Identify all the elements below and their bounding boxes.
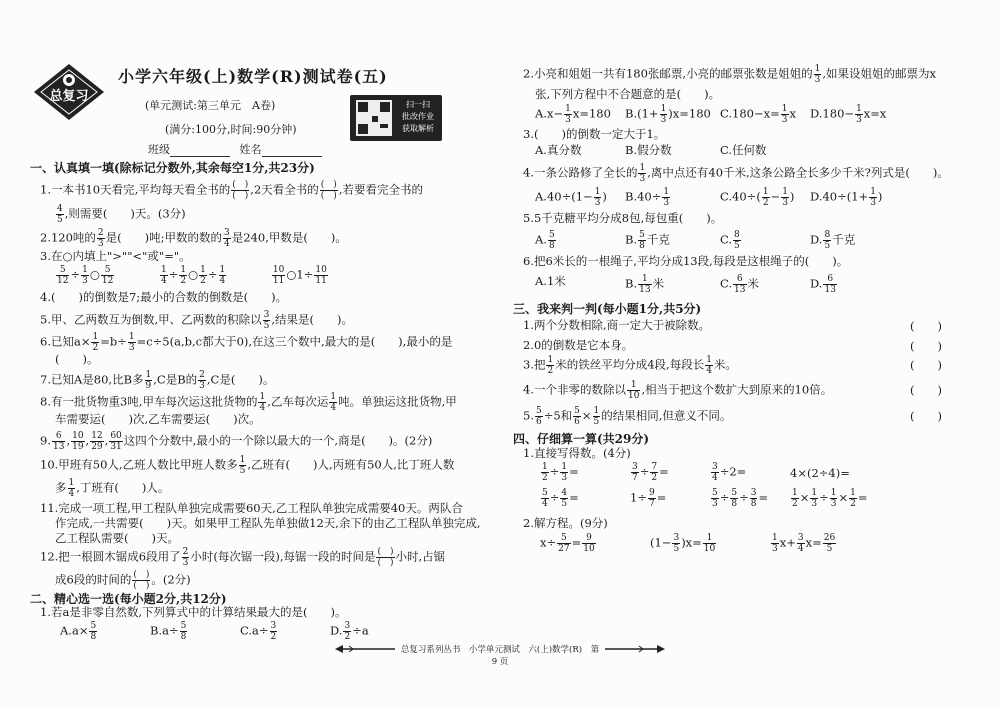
calc-4: 4×(2÷4)=: [790, 466, 850, 480]
footer-text: 总复习系列丛书 小学单元测试 六(上)数学(R) 第 9 页: [400, 645, 600, 667]
s3-item-5: 5. $\frac{5}{6}$ ÷5和 $\frac{5}{6}$ × $\frac{1}{5}$ 的结果相同,但意义不同。: [523, 406, 732, 427]
section1-heading: 一、认真填一填(除标记分数外,其余每空1分,共23分): [30, 161, 315, 175]
s3-item-3: 3.把 $\frac{1}{2}$ 米的铁丝平均分成4段,每段长 $\frac{1}{4}$ 米。: [523, 355, 737, 376]
s1-q1-cont: $\frac{4}{5}$ ,则需要( )天。(3分): [57, 204, 186, 225]
s2-q2-opt-b: B.(1+ $\frac{1}{3}$ )x=180: [625, 104, 711, 125]
page-title: 小学六年级(上)数学(R)测试卷(五): [118, 67, 388, 86]
s1-q12: 12.把一根圆木锯成6段用了 $\frac{2}{3}$ 小时(每次锯一段),每锯一段的时间是 $\frac{( )}{( )}$ 小时,占锯: [40, 547, 446, 568]
s2-q4-opt-d: D.40÷(1+ $\frac{1}{3}$ ): [810, 187, 883, 208]
s2-q2-opt-a: A.x− $\frac{1}{3}$ x=180: [535, 104, 611, 125]
calc-8: $\frac{1}{2}$ × $\frac{1}{3}$ ÷ $\frac{1}{3}$ × $\frac{1}{2}$ =: [792, 488, 868, 509]
s2-q2-cont: 张,下列方程中不合题意的是( )。: [535, 87, 721, 101]
s2-q6-opt-d: D. $\frac{6}{13}$: [810, 274, 836, 295]
arrow-left-icon: [335, 645, 395, 653]
calc-1: $\frac{1}{2}$ ÷ $\frac{1}{3}$ =: [542, 462, 579, 483]
s4-sub1: 1.直接写得数。(4分): [523, 446, 631, 460]
s2-q6: 6.把6米长的一根绳子,平均分成13段,每段是这根绳子的( )。: [523, 254, 849, 268]
s1-q11-cont1: 作完成,一共需要( )天。如果甲工程队先单独做12天,余下的由乙工程队单独完成,: [55, 516, 481, 530]
qr-card[interactable]: [350, 95, 442, 141]
qr-caption: 扫一扫 批改作业 获取解析: [402, 100, 434, 133]
s1-q10: 10.甲班有50人,乙班人数比甲班人数多 $\frac{1}{5}$ ,乙班有( )人,丙班有50人,比丁班人数: [40, 455, 455, 476]
s1-q12-cont: 成6段的时间的 $\frac{( )}{( )}$ 。(2分): [55, 570, 191, 591]
arrow-right-icon: [605, 645, 665, 653]
logo-text: 总复习: [49, 89, 89, 104]
page-footer: [335, 641, 665, 667]
s2-q5-opt-c: C. $\frac{8}{5}$: [720, 230, 740, 251]
calc-3: $\frac{3}{4}$ ÷2=: [712, 462, 747, 483]
s2-q2: 2.小亮和姐姐一共有180张邮票,小亮的邮票张数是姐姐的 $\frac{1}{3}$ ,如果设姐姐的邮票为x: [523, 64, 936, 85]
score-line: (满分:100分,时间:90分钟): [165, 123, 297, 136]
s3-answer-1[interactable]: ( ): [910, 319, 942, 333]
s2-q3-opt-a: A.真分数: [535, 143, 582, 157]
s1-q6-cont: ( )。: [55, 352, 99, 366]
s1-q5: 5.甲、乙两数互为倒数,甲、乙两数的积除以 $\frac{3}{5}$ ,结果是( )。: [40, 310, 354, 331]
s3-item-1: 1.两个分数相除,商一定大于被除数。: [523, 318, 711, 332]
s4-sub2: 2.解方程。(9分): [523, 516, 608, 530]
s3-answer-3[interactable]: ( ): [910, 358, 942, 372]
s1-q11-cont2: 乙工程队需要( )天。: [55, 531, 179, 545]
name-label: 姓名: [239, 143, 262, 156]
section2-heading: 二、精心选一选(每小题2分,共12分): [30, 592, 227, 606]
s2-q4-opt-b: B.40÷ $\frac{1}{3}$: [625, 187, 670, 208]
class-blank[interactable]: [170, 145, 230, 157]
s2-q3-opt-b: B.假分数: [625, 143, 672, 157]
s2-q5: 5.5千克糖平均分成8包,每包重( )。: [523, 211, 723, 225]
calc-2: $\frac{3}{7}$ ÷ $\frac{7}{2}$ =: [632, 462, 669, 483]
s3-item-2: 2.0的倒数是它本身。: [523, 338, 634, 352]
equation-1: x÷ $\frac{5}{27}$ = $\frac{9}{10}$: [540, 533, 595, 554]
s1-q4: 4.( )的倒数是7;最小的合数的倒数是( )。: [40, 290, 288, 304]
section3-heading: 三、我来判一判(每小题1分,共5分): [513, 302, 702, 316]
equation-3: $\frac{1}{3}$ x+ $\frac{3}{4}$ x= $\frac{26}{5}$: [772, 533, 836, 554]
s3-answer-4[interactable]: ( ): [910, 383, 942, 397]
s2-q1: 1.若a是非零自然数,下列算式中的计算结果最大的是( )。: [40, 605, 347, 619]
s2-q2-opt-d: D.180− $\frac{1}{3}$ x=x: [810, 104, 887, 125]
s2-q4-opt-a: A.40÷(1− $\frac{1}{3}$ ): [535, 187, 607, 208]
s1-q10-cont: 多 $\frac{1}{4}$ ,丁班有( )人。: [55, 478, 170, 499]
s2-q5-opt-b: B. $\frac{5}{8}$ 千克: [625, 230, 670, 251]
s3-answer-5[interactable]: ( ): [910, 409, 942, 423]
name-blank[interactable]: [262, 145, 322, 157]
s2-q6-opt-c: C. $\frac{6}{13}$ 米: [720, 274, 759, 295]
s1-q11: 11.完成一项工程,甲工程队单独完成需要60天,乙工程队单独完成需要40天。两队合: [40, 501, 463, 515]
s1-q2: 2.120吨的 $\frac{2}{3}$ 是( )吨;甲数的数的 $\frac{3}{4}$ 是240,甲数是( )。: [40, 228, 347, 249]
qr-code-icon: [356, 100, 392, 136]
s1-q3-items: $\frac{5}{12}$ ÷ $\frac{1}{3}$ ○ $\frac{5}{12}$ $\frac{1}{4}$ ÷ $\frac{1}{2}$ ○ $\frac{1}{2}$ ÷ $\frac{1}{4}$ $\frac{10}{11}$ ○1÷ $\frac{10}{11}$: [57, 265, 327, 286]
s1-q1: 1.一本书10天看完,平均每天看全书的 $\frac{( )}{( )}$ ,2天看全书的 $\frac{( )}{( )}$ ,若要看完全书的: [40, 180, 423, 201]
class-name-line: [148, 141, 322, 157]
s2-q6-opt-b: B. $\frac{1}{13}$ 米: [625, 274, 665, 295]
calc-7: $\frac{5}{3}$ ÷ $\frac{5}{8}$ ÷ $\frac{3}{8}$ =: [712, 488, 769, 509]
unit-line: (单元测试:第三单元 A卷): [145, 99, 276, 112]
s2-q1-opt-c: C.a÷ $\frac{3}{2}$: [240, 621, 277, 642]
s1-q7: 7.已知A是80,比B多 $\frac{1}{9}$ ,C是B的 $\frac{2}{3}$ ,C是( )。: [40, 370, 275, 391]
s2-q1-opt-a: A.a× $\frac{5}{8}$: [60, 621, 97, 642]
s2-q4: 4.一条公路修了全长的 $\frac{1}{3}$ ,离中点还有40千米,这条公路全长多少千米?列式是( )。: [523, 163, 949, 184]
s2-q3-opt-c: C.任何数: [720, 143, 767, 157]
s2-q2-opt-c: C.180−x= $\frac{1}{3}$ x: [720, 104, 796, 125]
s1-q6: 6.已知a× $\frac{1}{2}$ =b÷ $\frac{1}{3}$ =c÷5(a,b,c都大于0),在这三个数中,最大的是( ),最小的是: [40, 332, 453, 353]
s3-answer-2[interactable]: ( ): [910, 339, 942, 353]
s1-q9: 9. $\frac{6}{13}$ , $\frac{10}{19}$ , $\frac{12}{29}$ , $\frac{60}{31}$ 这四个分数中,最小的一个除以最大的一个,商是( )。(2分): [40, 431, 433, 452]
s2-q3: 3.( )的倒数一定大于1。: [523, 127, 666, 141]
s2-q1-opt-b: B.a÷ $\frac{5}{8}$: [150, 621, 187, 642]
s3-item-4: 4.一个非零的数除以 $\frac{1}{10}$ ,相当于把这个数扩大到原来的10倍。: [523, 380, 833, 401]
s1-q8: 8.有一批货物重3吨,甲车每次运这批货物的 $\frac{1}{4}$ ,乙车每次运 $\frac{1}{4}$ 吨。单独运这批货物,甲: [40, 392, 457, 413]
s2-q5-opt-a: A. $\frac{5}{8}$: [535, 230, 555, 251]
s2-q6-opt-a: A.1米: [535, 274, 566, 288]
s2-q4-opt-c: C.40÷( $\frac{1}{2}$ − $\frac{1}{3}$ ): [720, 187, 795, 208]
brand-logo-icon: [30, 62, 108, 122]
calc-5: $\frac{5}{4}$ ÷ $\frac{4}{5}$ =: [542, 488, 579, 509]
section4-heading: 四、仔细算一算(共29分): [513, 432, 650, 446]
s1-q8-cont: 车需要运( )次,乙车需要运( )次。: [55, 412, 261, 426]
s2-q5-opt-d: D. $\frac{8}{5}$ 千克: [810, 230, 856, 251]
calc-6: 1÷ $\frac{9}{7}$ =: [630, 488, 667, 509]
class-label: 班级: [148, 143, 170, 156]
s1-q3: 3.在○内填上">""<"或"="。: [40, 249, 191, 263]
s2-q1-opt-d: D. $\frac{3}{2}$ ÷a: [330, 621, 369, 642]
equation-2: (1− $\frac{3}{5}$ )x= $\frac{1}{10}$: [650, 533, 716, 554]
